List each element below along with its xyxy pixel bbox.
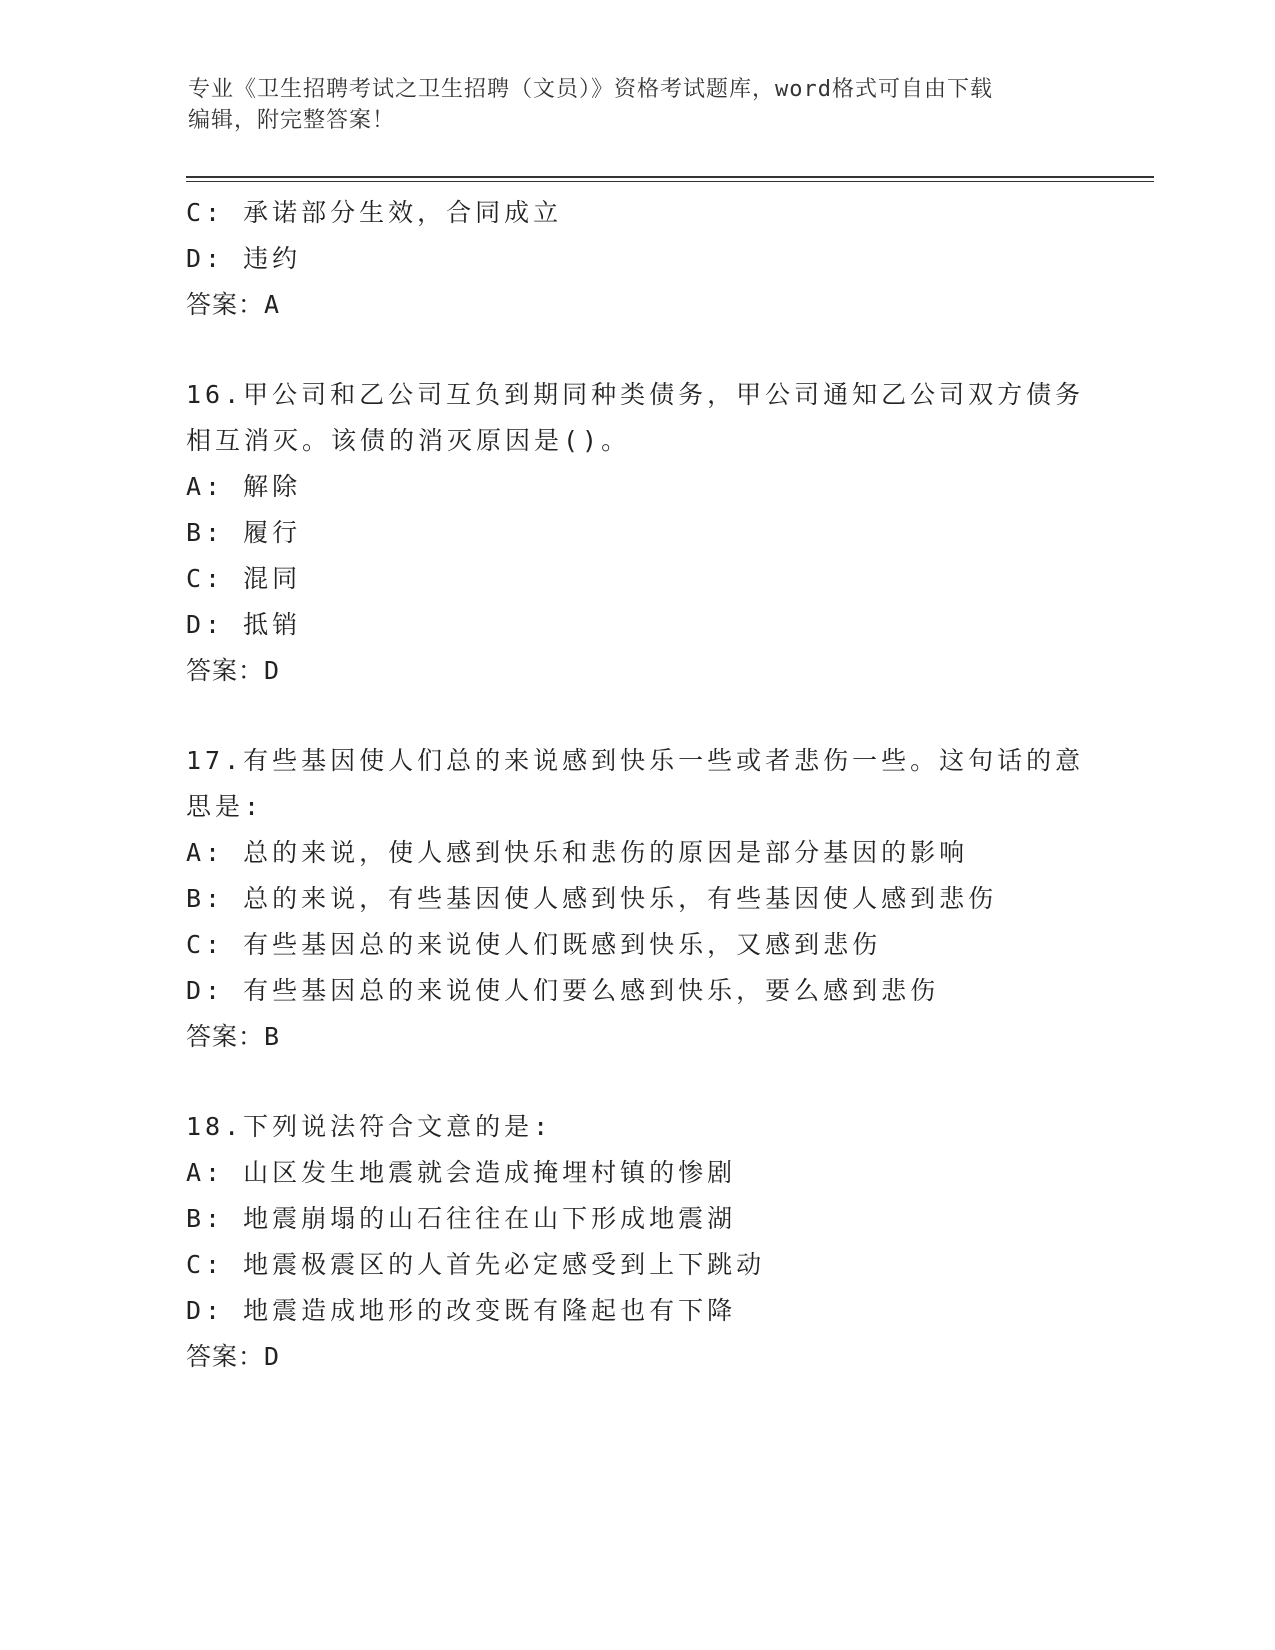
option-b: B: 地震崩塌的山石往往在山下形成地震湖 bbox=[186, 1204, 737, 1233]
header-divider bbox=[186, 176, 1154, 182]
option-d: D: 抵销 bbox=[186, 610, 302, 639]
option-c: C: 承诺部分生效，合同成立 bbox=[186, 198, 563, 227]
header-line-2: 编辑，附完整答案！ bbox=[188, 108, 396, 133]
question-stem: 思是: bbox=[186, 792, 264, 821]
spacer bbox=[186, 694, 1086, 738]
option-d: D: 有些基因总的来说使人们要么感到快乐，要么感到悲伤 bbox=[186, 976, 940, 1005]
option-c: C: 有些基因总的来说使人们既感到快乐，又感到悲伤 bbox=[186, 930, 882, 959]
option-a: A: 解除 bbox=[186, 472, 302, 501]
header-line-1: 专业《卫生招聘考试之卫生招聘（文员）》资格考试题库，word格式可自由下载 bbox=[188, 77, 993, 102]
answer-line: 答案：B bbox=[186, 1022, 281, 1051]
spacer bbox=[186, 328, 1086, 372]
question-17 bbox=[186, 738, 1086, 1060]
question-16 bbox=[186, 372, 1086, 694]
option-b: B: 总的来说，有些基因使人感到快乐，有些基因使人感到悲伤 bbox=[186, 884, 998, 913]
option-a: A: 山区发生地震就会造成掩埋村镇的惨剧 bbox=[186, 1158, 737, 1187]
answer-line: 答案：D bbox=[186, 1342, 281, 1371]
answer-line: 答案：D bbox=[186, 656, 281, 685]
page-header bbox=[188, 74, 1068, 136]
option-c: C: 混同 bbox=[186, 564, 302, 593]
question-content bbox=[186, 190, 1086, 1380]
question-stem: 16.甲公司和乙公司互负到期同种类债务，甲公司通知乙公司双方债务 bbox=[186, 380, 1085, 409]
option-d: D: 地震造成地形的改变既有隆起也有下降 bbox=[186, 1296, 737, 1325]
option-b: B: 履行 bbox=[186, 518, 302, 547]
spacer bbox=[186, 1060, 1086, 1104]
option-d: D: 违约 bbox=[186, 244, 302, 273]
question-stem: 18.下列说法符合文意的是: bbox=[186, 1112, 553, 1141]
question-stem: 17.有些基因使人们总的来说感到快乐一些或者悲伤一些。这句话的意 bbox=[186, 746, 1085, 775]
answer-line: 答案：A bbox=[186, 290, 281, 319]
option-a: A: 总的来说，使人感到快乐和悲伤的原因是部分基因的影响 bbox=[186, 838, 969, 867]
question-stem: 相互消灭。该债的消灭原因是()。 bbox=[186, 426, 631, 455]
option-c: C: 地震极震区的人首先必定感受到上下跳动 bbox=[186, 1250, 766, 1279]
question-fragment bbox=[186, 190, 1086, 328]
question-18 bbox=[186, 1104, 1086, 1380]
